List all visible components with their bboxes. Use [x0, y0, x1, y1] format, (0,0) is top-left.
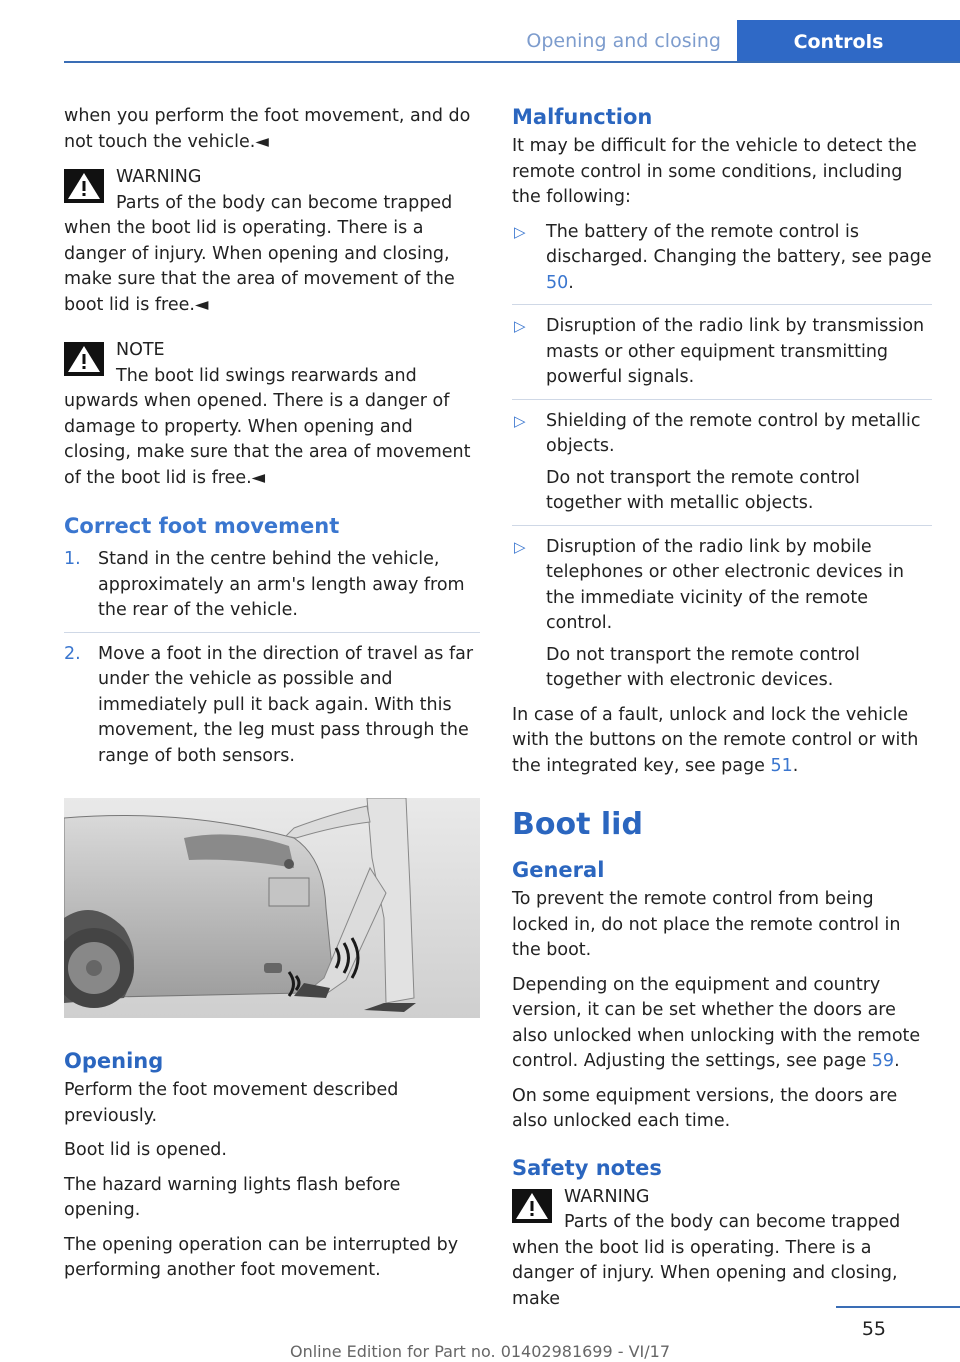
bullet-subtext: Do not transport the remote control together with metallic objects. [546, 467, 860, 513]
opening-paragraph: The opening operation can be interrupted by performing another foot movement. [64, 1234, 459, 1280]
steps-list [64, 547, 480, 769]
opening-paragraph: The hazard warning lights flash before opening. [64, 1174, 401, 1220]
correct-foot-movement-heading: Correct foot movement [64, 514, 340, 538]
list-item [512, 220, 932, 306]
malfunction-heading: Malfunction [512, 105, 653, 129]
fault-text: In case of a fault, unlock and lock the vehicle with the buttons on the remote control or with the integrated key, see page [512, 704, 919, 776]
bullet-text: The battery of the remote control is discharged. Changing the battery, see page [546, 221, 932, 267]
warning-text: Parts of the body can become trapped when the boot lid is operating. There is a danger of injury. When opening and closing, make [512, 1212, 901, 1309]
opening-paragraph: Boot lid is opened. [64, 1140, 227, 1160]
fault-paragraph [512, 703, 932, 780]
list-item [64, 642, 480, 770]
fault-text-end: . [792, 755, 799, 776]
warning-box [512, 1185, 932, 1313]
general-paragraph: On some equipment versions, the doors are also unlocked each time. [512, 1085, 898, 1131]
page-reference-link[interactable]: 50 [546, 272, 569, 293]
triangle-bullet-icon: ▷ [514, 317, 526, 335]
list-item [512, 314, 932, 400]
step-text: Move a foot in the direction of travel as far under the vehicle as possible and immediately pull it back again. With this movement, the leg must pass through the range of both sensors. [98, 643, 474, 766]
general-paragraph: To prevent the remote control from being locked in, do not place the remote control in the boot. [512, 889, 901, 960]
list-item [64, 547, 480, 633]
boot-lid-heading: Boot lid [512, 807, 643, 842]
general-heading: General [512, 858, 605, 882]
warning-icon [64, 169, 104, 203]
step-text: Stand in the centre behind the vehicle, approximately an arm's length away from the rear of the vehicle. [98, 549, 465, 620]
bullet-text-end: . [568, 272, 574, 293]
left-column [64, 104, 480, 1293]
bullet-text: Disruption of the radio link by mobile telephones or other electronic devices in the immediate vicinity of the remote control. [546, 536, 904, 633]
intro-text: when you perform the foot movement, and do not touch the vehicle.◄ [64, 106, 471, 152]
page-header [0, 0, 960, 64]
malfunction-intro: It may be difficult for the vehicle to detect the remote control in some conditions, including the following: [512, 136, 917, 207]
note-label: NOTE [116, 340, 165, 360]
malfunction-list [512, 220, 932, 694]
footer-rule [836, 1306, 960, 1308]
triangle-bullet-icon: ▷ [514, 411, 526, 430]
foot-movement-illustration [64, 798, 480, 1018]
warning-box [64, 165, 480, 318]
warning-text: Parts of the body can become trapped when the boot lid is operating. There is a danger of injury. When opening and closing, make sure that the area of movement of the boot lid is free.◄ [64, 192, 455, 315]
warning-label: WARNING [116, 167, 202, 187]
list-item [512, 409, 932, 526]
opening-heading: Opening [64, 1049, 164, 1073]
opening-paragraph: Perform the foot movement described previously. [64, 1080, 399, 1126]
header-section-title: Opening and closing [526, 30, 721, 52]
warning-icon [64, 342, 104, 376]
step-number: 2. [64, 643, 81, 664]
header-chapter-tab: Controls [737, 20, 960, 63]
note-box [64, 338, 480, 491]
page-reference-link[interactable]: 59 [871, 1051, 895, 1071]
page-reference-link[interactable]: 51 [770, 755, 793, 776]
edition-footer: Online Edition for Part no. 01402981699 - VI/17 [289, 1342, 671, 1361]
general-paragraph [512, 973, 932, 1075]
step-number: 1. [64, 549, 81, 569]
warning-label: WARNING [564, 1186, 650, 1207]
safety-notes-heading: Safety notes [512, 1155, 662, 1180]
general-text-end: . [894, 1051, 900, 1071]
bullet-text: Shielding of the remote control by metallic objects. [546, 410, 921, 456]
note-text: The boot lid swings rearwards and upwards when opened. There is a danger of damage to property. When opening and closing, make sure that the area of movement of the boot lid is free.◄ [64, 365, 471, 488]
bullet-subtext: Do not transport the remote control together with electronic devices. [546, 644, 860, 690]
triangle-bullet-icon: ▷ [514, 222, 526, 241]
general-text: Depending on the equipment and country version, it can be set whether the doors are also unlocked when unlocking with the remote control. Adjusting the settings, see page [512, 974, 921, 1071]
page-number: 55 [861, 1318, 886, 1340]
warning-icon [512, 1189, 552, 1223]
bullet-text: Disruption of the radio link by transmission masts or other equipment transmitting powerful signals. [546, 316, 925, 387]
right-column [512, 104, 932, 1332]
triangle-bullet-icon: ▷ [514, 537, 526, 556]
header-rule [64, 61, 960, 63]
list-item [512, 535, 932, 694]
